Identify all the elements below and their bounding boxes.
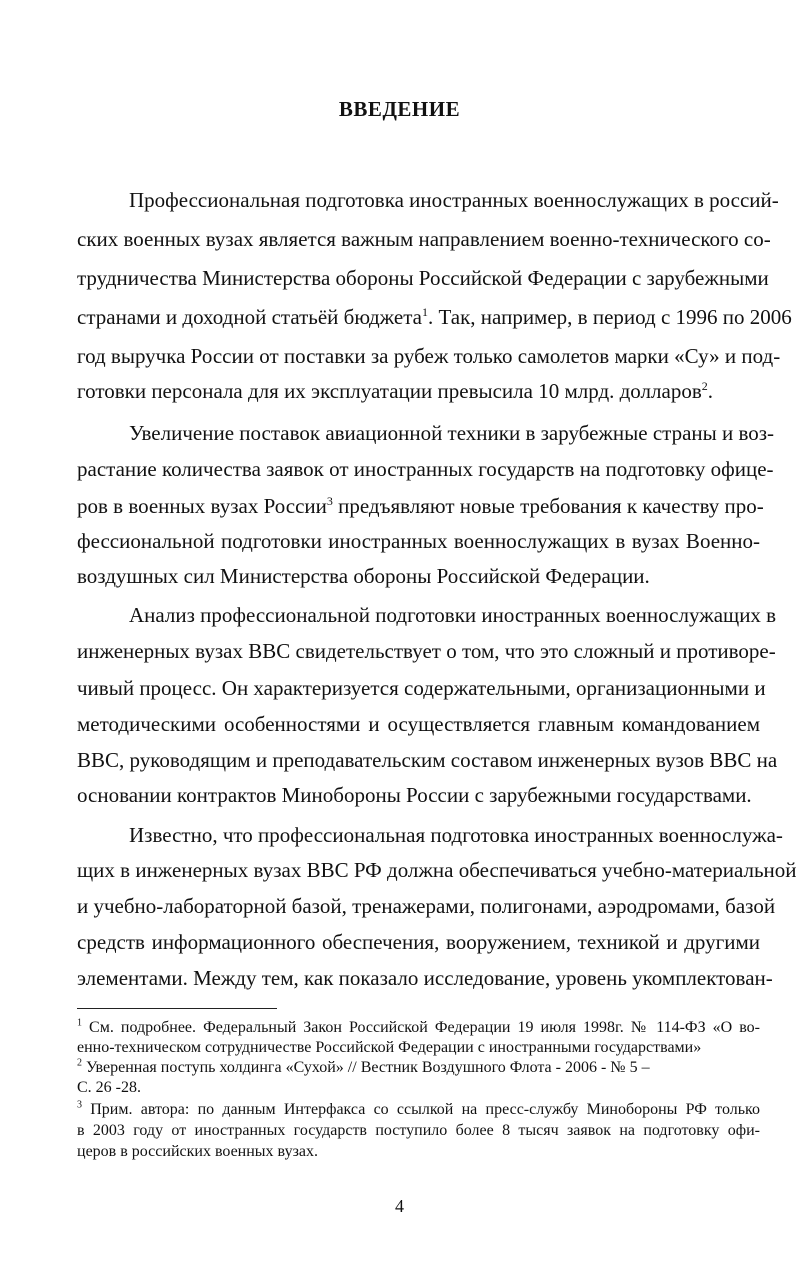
footnote-2-mark: 2: [77, 1057, 82, 1069]
footnote-3-line-3: церов в российских военных вузах.: [77, 1143, 318, 1160]
paragraph-1-line-2: ских военных вузах является важным направлением военно-технического со-: [77, 227, 771, 251]
paragraph-4-line-3: и учебно-лабораторной базой, тренажерами, полигонами, аэродромами, базой: [77, 894, 776, 918]
paragraph-1-line-1: Профессиональная подготовка иностранных военнослужащих в россий-: [129, 188, 779, 212]
paragraph-2-line-4: фессиональной подготовки иностранных военнослужащих в вузах Военно-: [77, 529, 760, 553]
footnote-1-line-2: енно-техническом сотрудничестве Российской Федерации с иностранными государствами»: [77, 1039, 702, 1056]
paragraph-4-line-2: щих в инженерных вузах ВВС РФ должна обеспечиваться учебно-материальной: [77, 858, 797, 882]
footnote-ref-1: 1: [421, 305, 428, 319]
paragraph-3-line-6: основании контрактов Минобороны России с зарубежными государствами.: [77, 783, 752, 807]
paragraph-3-line-3: чивый процесс. Он характеризуется содержательными, организационными и: [77, 676, 766, 700]
paragraph-2-line-3: ров в военных вузах России$^3$ предъявляют новые требования к качеству про-: [77, 494, 764, 518]
paragraph-4-line-1: Известно, что профессиональная подготовка иностранных военнослужа-: [129, 823, 783, 847]
paragraph-2-line-2: растание количества заявок от иностранных государств на подготовку офице-: [77, 457, 774, 481]
footnote-3-line-1: $^3$ Прим. автора: по данным Интерфакса со ссылкой на пресс-службу Минобороны РФ только: [77, 1099, 760, 1118]
paragraph-4-line-4: средств информационного обеспечения, вооружением, техникой и другими: [77, 930, 760, 954]
footnote-ref-2: 2: [701, 379, 708, 393]
paragraph-1-line-6: готовки персонала для их эксплуатации превысила 10 млрд. долларов$^2$.: [77, 379, 713, 403]
section-title: ВВЕДЕНИЕ: [338, 97, 461, 121]
page-number: 4: [395, 1196, 404, 1216]
footnote-3-mark: 3: [77, 1099, 82, 1111]
paragraph-2-line-5: воздушных сил Министерства обороны Российской Федерации.: [77, 564, 650, 588]
footnote-2-line-2: С. 26 -28.: [77, 1079, 141, 1096]
footnote-3-line-2: в 2003 году от иностранных государств поступило более 8 тысяч заявок на подготовку офи-: [77, 1122, 760, 1139]
footnote-1-mark: 1: [77, 1017, 82, 1029]
paragraph-4-line-5: элементами. Между тем, как показало исследование, уровень укомплектован-: [77, 966, 773, 990]
paragraph-2-line-1: Увеличение поставок авиационной техники в зарубежные страны и воз-: [129, 421, 775, 445]
paragraph-3-line-5: ВВС, руководящим и преподавательским составом инженерных вузов ВВС на: [77, 748, 778, 772]
paragraph-3-line-4: методическими особенностями и осуществляется главным командованием: [77, 712, 760, 736]
footnote-separator: [77, 1008, 277, 1009]
footnote-1-line-1: $^1$ См. подробнее. Федеральный Закон Российской Федерации 19 июля 1998г. № 114-ФЗ «О во-: [77, 1017, 760, 1036]
paragraph-3-line-1: Анализ профессиональной подготовки иностранных военнослужащих в: [129, 603, 777, 627]
footnote-ref-3: 3: [326, 494, 333, 508]
paragraph-1-line-5: год выручка России от поставки за рубеж только самолетов марки «Су» и под-: [77, 344, 781, 368]
footnote-2-line-1: $^2$ Уверенная поступь холдинга «Сухой» // Вестник Воздушного Флота - 2006 - № 5 –: [77, 1057, 650, 1076]
paragraph-1-line-4: странами и доходной статьёй бюджета$^1$. Так, например, в период с 1996 по 2006: [77, 305, 792, 329]
paragraph-3-line-2: инженерных вузах ВВС свидетельствует о том, что это сложный и противоре-: [77, 639, 776, 663]
paragraph-1-line-3: трудничества Министерства обороны Российской Федерации с зарубежными: [77, 266, 769, 290]
